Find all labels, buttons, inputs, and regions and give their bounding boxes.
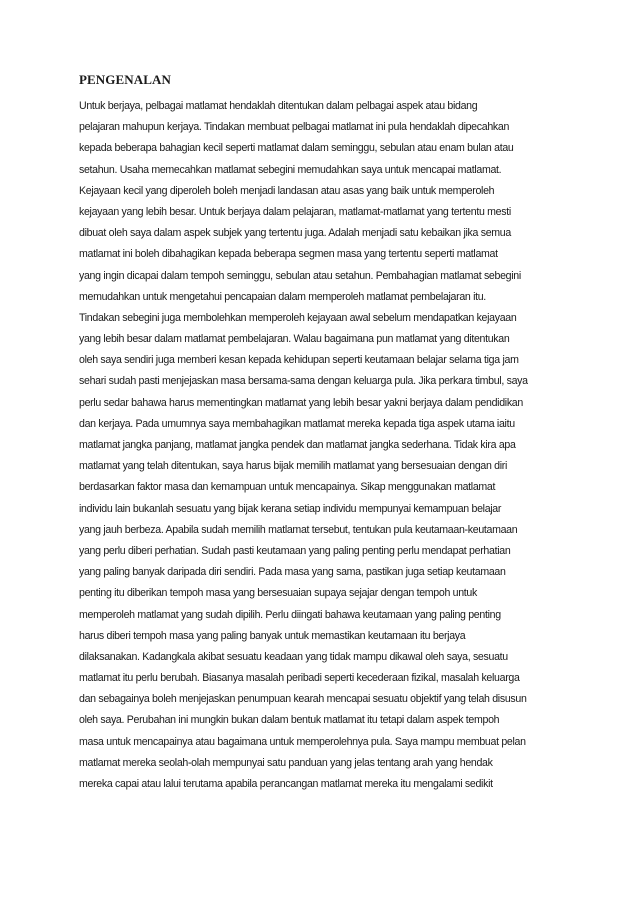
text-line: sehari sudah pasti menjejaskan masa bersama-sama dengan keluarga pula. Jika perkara timbul, saya	[79, 375, 528, 388]
text-line: Kejayaan kecil yang diperoleh boleh menjadi landasan atau asas yang baik untuk memperoleh	[79, 184, 495, 197]
text-line: matlamat yang telah ditentukan, saya harus bijak memilih matlamat yang bersesuaian dengan diri	[79, 460, 508, 473]
text-line: kejayaan yang lebih besar. Untuk berjaya dalam pelajaran, matlamat-matlamat yang tertentu mesti	[79, 205, 511, 218]
text-line: matlamat mereka seolah-olah mempunyai satu panduan yang jelas tentang arah yang hendak	[79, 756, 493, 769]
text-line: individu lain bukanlah sesuatu yang bijak kerana setiap individu mempunyai kemampuan belajar	[79, 502, 502, 515]
text-line: matlamat itu perlu berubah. Biasanya masalah peribadi seperti kecederaan fizikal, masalah keluarga	[79, 672, 520, 685]
text-line: dan kerjaya. Pada umumnya saya membahagikan matlamat mereka kepada tiga aspek utama iaitu	[79, 417, 515, 430]
text-line: yang ingin dicapai dalam tempoh seminggu, sebulan atau setahun. Pembahagian matlamat sebegini	[79, 269, 521, 282]
text-line: yang paling banyak daripada diri sendiri. Pada masa yang sama, pastikan juga setiap keutamaan	[79, 566, 506, 579]
text-line: harus diberi tempoh masa yang paling banyak untuk memastikan keutamaan itu berjaya	[79, 629, 466, 642]
text-line: oleh saya sendiri juga memberi kesan kepada kehidupan seperti keutamaan belajar selama tiga jam	[79, 354, 519, 367]
text-line: setahun. Usaha memecahkan matlamat sebegini memudahkan saya untuk mencapai matlamat.	[79, 163, 502, 176]
text-line: oleh saya. Perubahan ini mungkin bukan dalam bentuk matlamat itu tetapi dalam aspek tempoh	[79, 714, 500, 727]
text-line: berdasarkan faktor masa dan kemampuan untuk mencapainya. Sikap menggunakan matlamat	[79, 481, 496, 494]
body-paragraph	[79, 96, 569, 795]
text-line: dilaksanakan. Kadangkala akibat sesuatu keadaan yang tidak mampu dikawal oleh saya, sesuatu	[79, 650, 508, 663]
text-line: kepada beberapa bahagian kecil seperti matlamat dalam seminggu, sebulan atau enam bulan atau	[79, 142, 514, 155]
text-line: memperoleh matlamat yang sudah dipilih. Perlu diingati bahawa keutamaan yang paling penting	[79, 608, 501, 621]
text-line: penting itu diberikan tempoh masa yang bersesuaian supaya sejajar dengan tempoh untuk	[79, 587, 477, 600]
section-heading: PENGENALAN	[79, 72, 172, 87]
text-line: pelajaran mahupun kerjaya. Tindakan membuat pelbagai matlamat ini pula hendaklah dipecahkan	[79, 121, 510, 134]
text-line: yang jauh berbeza. Apabila sudah memilih matlamat tersebut, tentukan pula keutamaan-keutamaan	[79, 523, 518, 536]
text-line: masa untuk mencapainya atau bagaimana untuk memperolehnya pula. Saya mampu membuat pelan	[79, 735, 526, 748]
text-line: dan sebagainya boleh menjejaskan penumpuan kearah mencapai sesuatu objektif yang telah disusun	[79, 693, 527, 706]
text-line: matlamat jangka panjang, matlamat jangka pendek dan matlamat jangka sederhana. Tidak kira apa	[79, 439, 516, 451]
text-line: matlamat ini boleh dibahagikan kepada beberapa segmen masa yang tertentu seperti matlamat	[79, 248, 498, 261]
text-line: yang perlu diberi perhatian. Sudah pasti keutamaan yang paling penting perlu mendapat perhatian	[79, 544, 511, 557]
text-line: Tindakan sebegini juga membolehkan memperoleh kejayaan awal sebelum mendapatkan kejayaan	[79, 311, 517, 324]
text-line: memudahkan untuk mengetahui pencapaian dalam memperoleh matlamat pembelajaran itu.	[79, 290, 486, 303]
text-line: Untuk berjaya, pelbagai matlamat hendaklah ditentukan dalam pelbagai aspek atau bidang	[79, 100, 478, 112]
text-line: yang lebih besar dalam matlamat pembelajaran. Walau bagaimana pun matlamat yang ditentukan	[79, 333, 510, 346]
text-line: mereka capai atau lalui terutama apabila perancangan matlamat mereka itu mengalami sedikit	[79, 778, 493, 790]
text-line: dibuat oleh saya dalam aspek subjek yang tertentu juga. Adalah menjadi satu kebaikan jika semua	[79, 227, 511, 240]
text-line: perlu sedar bahawa harus mementingkan matlamat yang lebih besar yakni berjaya dalam pendidikan	[79, 396, 523, 409]
